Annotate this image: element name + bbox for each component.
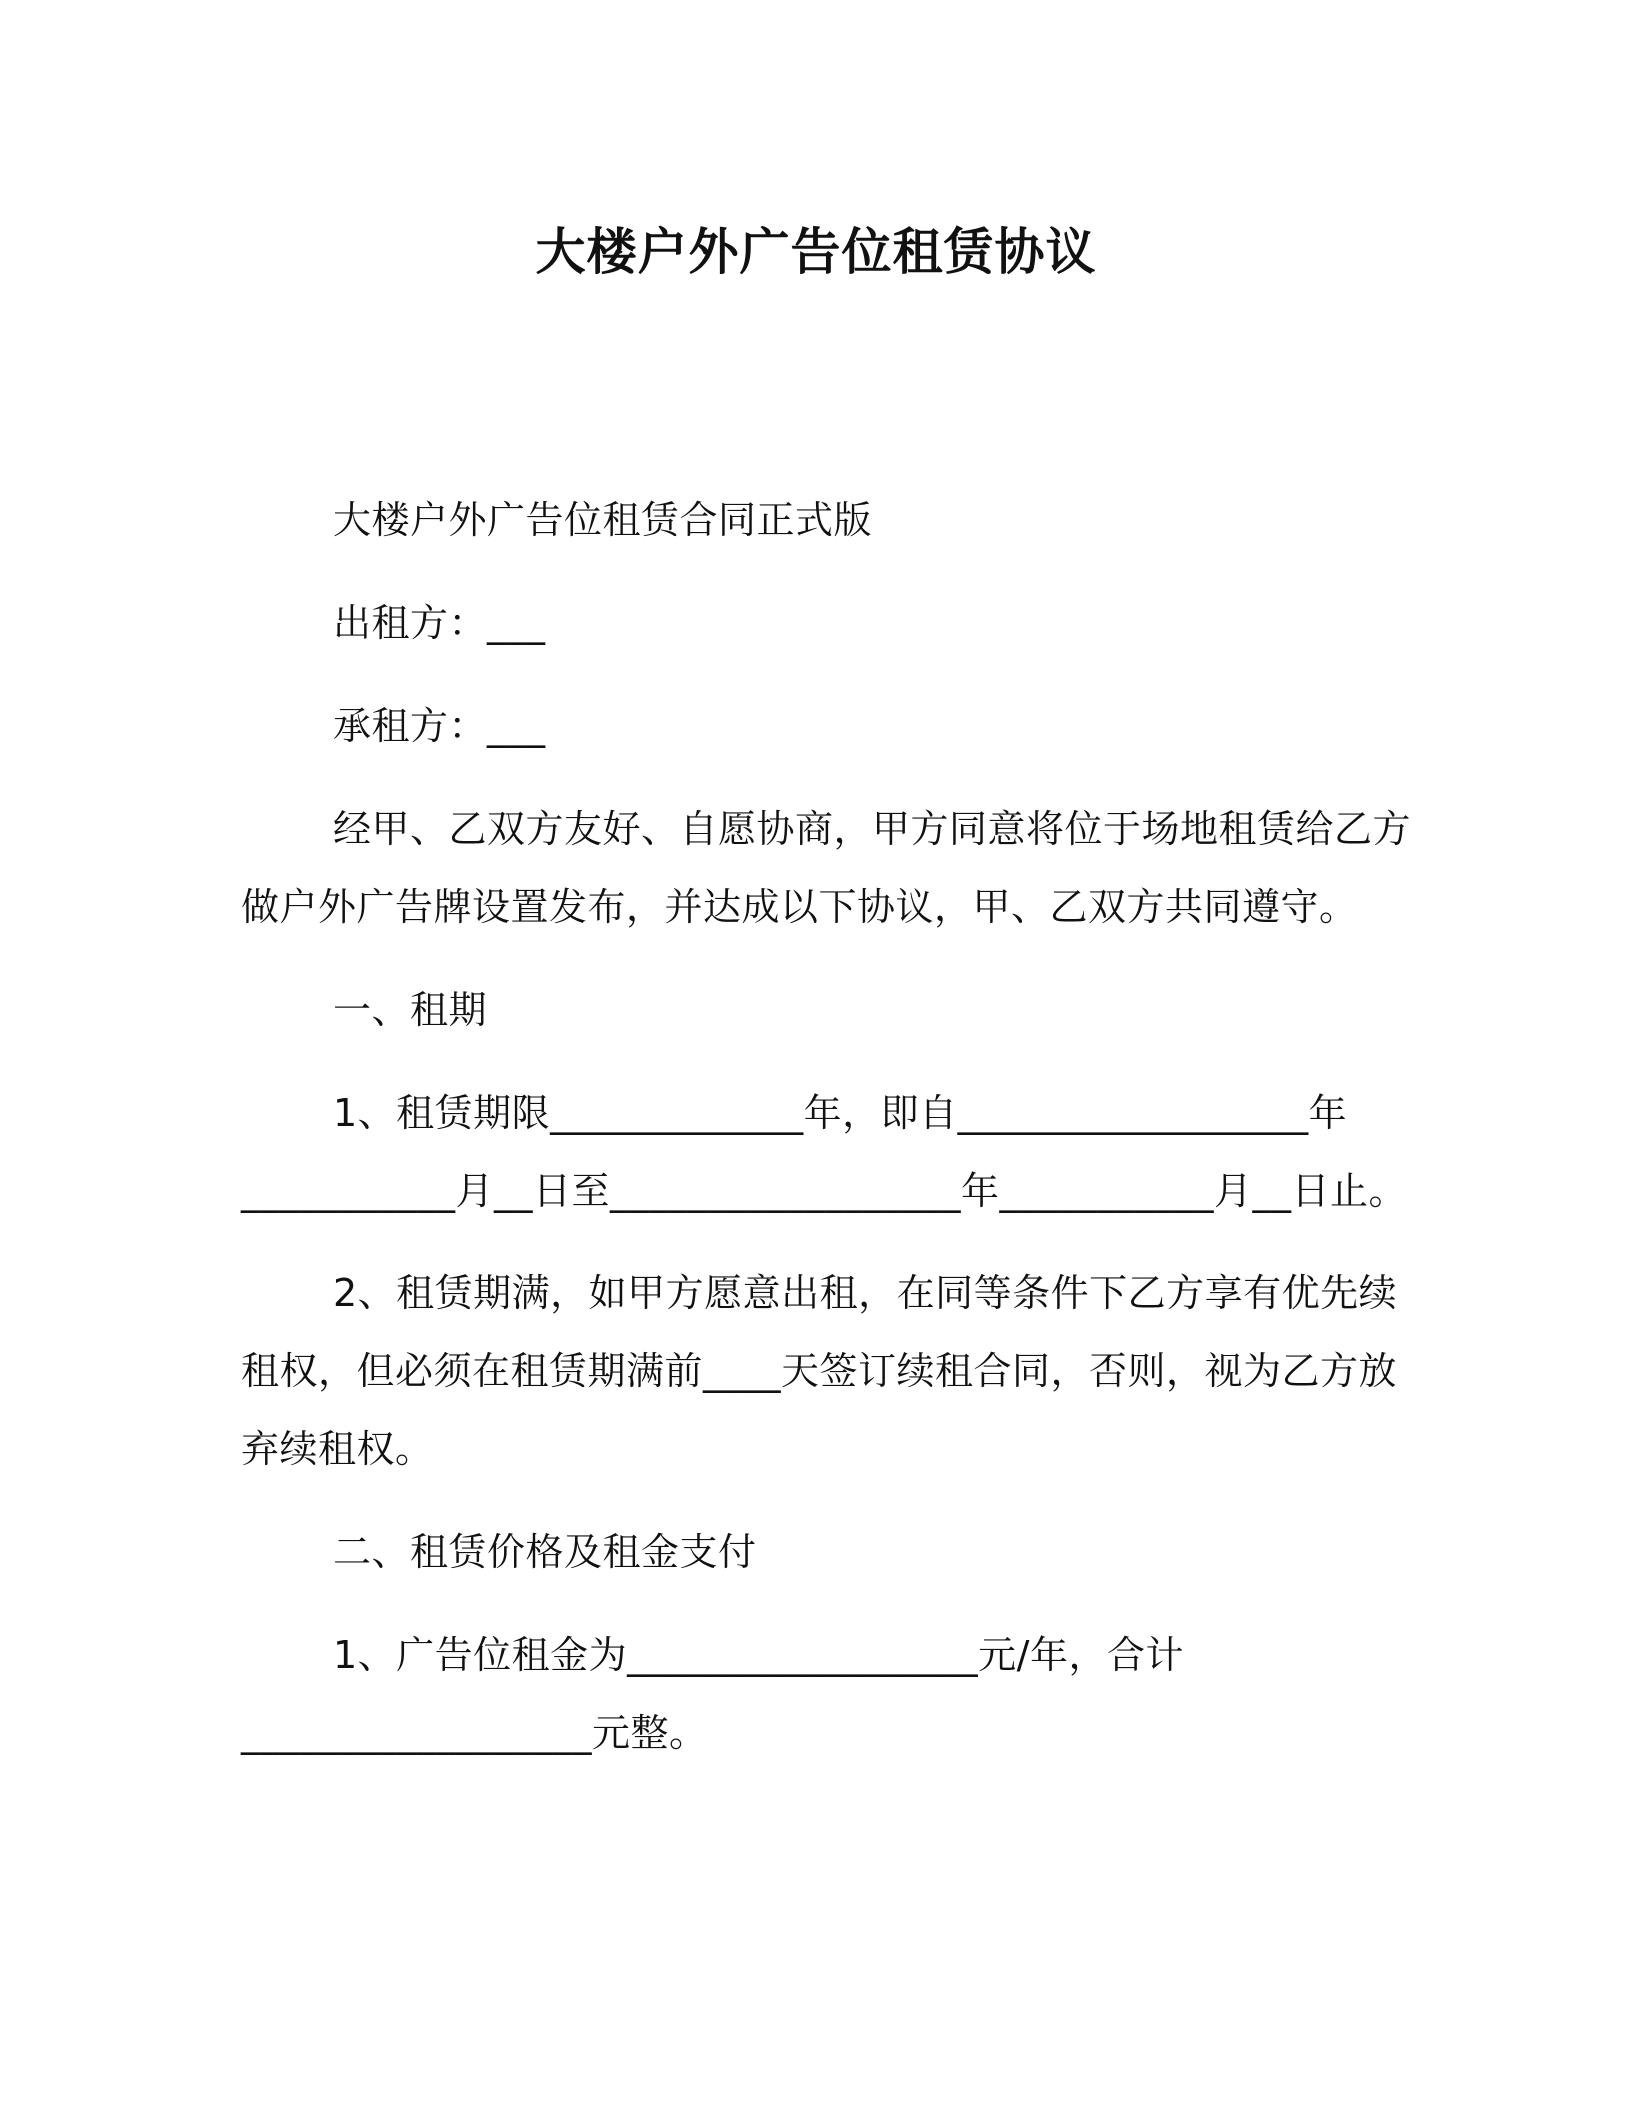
clause-2-1-line-2: __________________元整。: [241, 1711, 708, 1755]
document-title: 大楼户外广告位租赁协议: [535, 223, 1097, 281]
lessee-line: 承租方：___: [333, 704, 546, 748]
preamble-line-2: 做户外广告牌设置发布，并达成以下协议，甲、乙双方共同遵守。: [241, 885, 1358, 929]
lessor-line: 出租方：___: [333, 601, 546, 645]
clause-1-1-line-1: 1、租赁期限_____________年，即自__________________年: [333, 1091, 1348, 1135]
section-heading-term: 一、租期: [333, 988, 488, 1032]
contract-subtitle: 大楼户外广告位租赁合同正式版: [333, 498, 873, 542]
section-heading-price: 二、租赁价格及租金支付: [333, 1530, 757, 1574]
preamble-line-1: 经甲、乙双方友好、自愿协商，甲方同意将位于场地租赁给乙方: [333, 807, 1412, 851]
clause-1-2-line-2: 租权，但必须在租赁期满前____天签订续租合同，否则，视为乙方放: [241, 1349, 1398, 1393]
clause-1-2-line-3: 弃续租权。: [241, 1427, 434, 1471]
clause-2-1-line-1: 1、广告位租金为__________________元/年，合计: [333, 1633, 1184, 1677]
clause-1-1-line-2: ___________月__日至__________________年___________月__日止。: [241, 1169, 1408, 1213]
clause-1-2-line-1: 2、租赁期满，如甲方愿意出租，在同等条件下乙方享有优先续: [333, 1271, 1398, 1315]
